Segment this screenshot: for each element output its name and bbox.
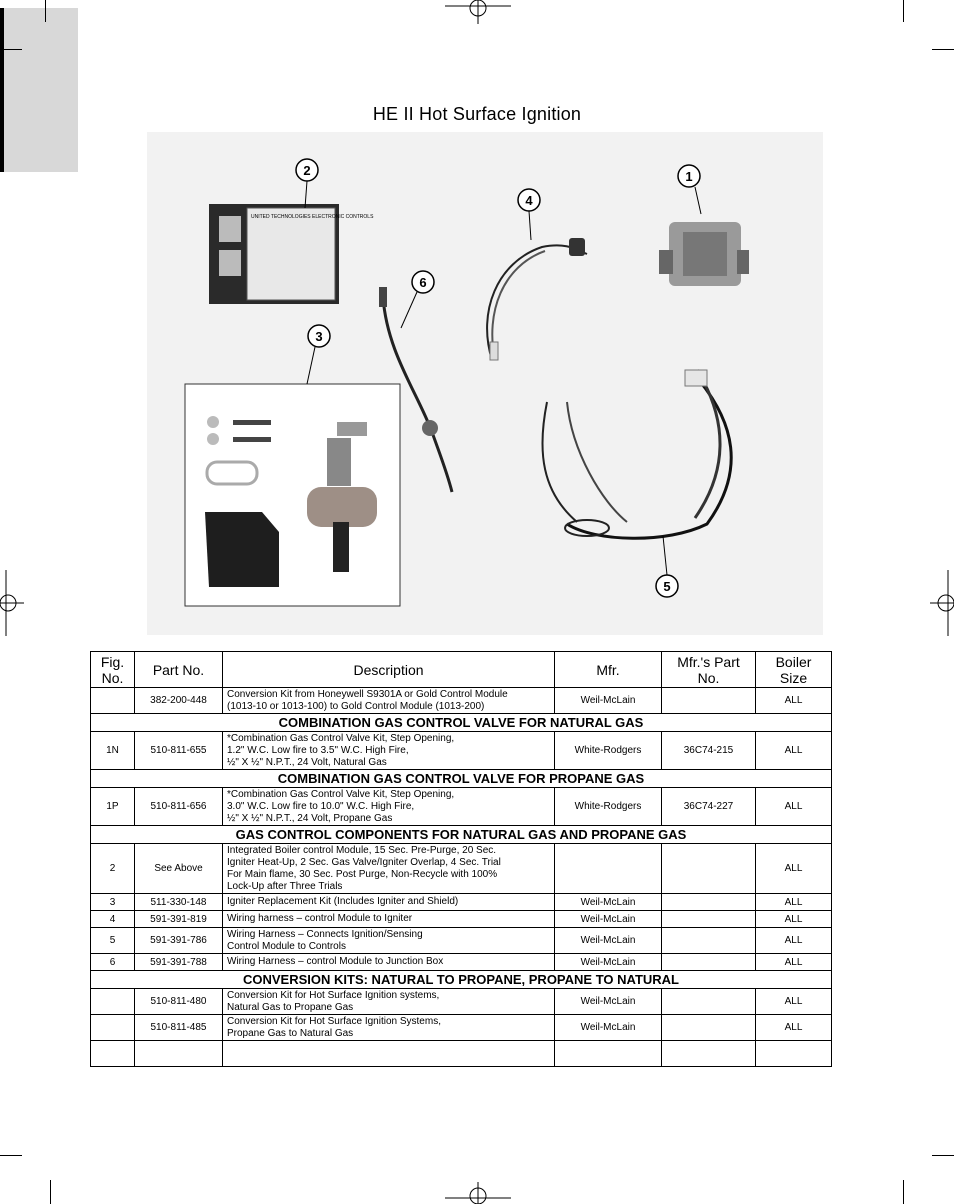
- part-no-cell: See Above: [135, 844, 223, 894]
- part-no-cell: 510-811-480: [135, 989, 223, 1015]
- description-cell: [223, 788, 555, 826]
- fig-no-cell: 1N: [91, 732, 135, 770]
- section-header-row: [91, 971, 832, 989]
- description-cell: [223, 844, 555, 894]
- parts-table: [90, 651, 832, 1067]
- description-cell: [223, 688, 555, 714]
- part-no-cell: 591-391-819: [135, 911, 223, 928]
- table-row: [91, 911, 832, 928]
- table-row: [91, 954, 832, 971]
- description-cell: [223, 989, 555, 1015]
- crop-mark: [932, 49, 954, 50]
- registration-mark: [445, 1182, 511, 1204]
- table-row: [91, 928, 832, 954]
- mfr-part-no-cell: [662, 989, 756, 1015]
- mfr-cell: Weil-McLain: [555, 989, 662, 1015]
- module-label: UNITED TECHNOLOGIES ELECTRONIC CONTROLS: [251, 214, 374, 220]
- page-title: HE II Hot Surface Ignition: [372, 104, 582, 124]
- part-no-cell: 382-200-448: [135, 688, 223, 714]
- description-cell: [223, 928, 555, 954]
- table-row: [91, 788, 832, 826]
- table-row: [91, 688, 832, 714]
- section-title: COMBINATION GAS CONTROL VALVE FOR PROPANE GAS: [91, 770, 832, 788]
- crop-mark: [45, 0, 46, 22]
- description-line: Igniter Replacement Kit (Includes Igniter and Shield): [227, 896, 459, 907]
- boiler-size-cell: ALL: [756, 732, 832, 770]
- section-header-row: [91, 826, 832, 844]
- gas-valve-image: [659, 222, 749, 286]
- mfr-cell: Weil-McLain: [555, 954, 662, 971]
- table-row: [91, 732, 832, 770]
- boiler-size-cell: ALL: [756, 989, 832, 1015]
- header-mfr-part-no: Mfr.'s Part No.: [662, 652, 756, 688]
- description-cell: [223, 894, 555, 911]
- mfr-part-no-cell: 36C74-215: [662, 732, 756, 770]
- section-title: CONVERSION KITS: NATURAL TO PROPANE, PROPANE TO NATURAL: [91, 971, 832, 989]
- description-line: Wiring Harness – control Module to Junction Box: [227, 956, 444, 967]
- part-no-cell: 510-811-485: [135, 1015, 223, 1041]
- mfr-cell: Weil-McLain: [555, 688, 662, 714]
- svg-text:4: 4: [525, 193, 533, 208]
- description-cell: [223, 1015, 555, 1041]
- mfr-part-no-cell: [662, 844, 756, 894]
- svg-text:6: 6: [419, 275, 427, 290]
- description-line: Conversion Kit from Honeywell S9301A or Gold Control Module: [227, 688, 508, 700]
- description-line: Propane Gas to Natural Gas: [227, 1027, 354, 1039]
- table-row: [91, 844, 832, 894]
- boiler-size-cell: ALL: [756, 844, 832, 894]
- section-header-row: [91, 714, 832, 732]
- mfr-part-no-cell: [662, 954, 756, 971]
- part-no-cell: 511-330-148: [135, 894, 223, 911]
- mfr-cell: White-Rodgers: [555, 732, 662, 770]
- boiler-size-cell: ALL: [756, 788, 832, 826]
- description-line: (1013-10 or 1013-100) to Gold Control Module (1013-200): [227, 700, 485, 712]
- table-row: [91, 1041, 832, 1067]
- parts-table-body: [91, 688, 832, 1067]
- registration-mark: [0, 570, 24, 636]
- boiler-size-cell: ALL: [756, 911, 832, 928]
- part-no-cell: [135, 1041, 223, 1067]
- section-title: GAS CONTROL COMPONENTS FOR NATURAL GAS AND PROPANE GAS: [91, 826, 832, 844]
- mfr-cell: [555, 844, 662, 894]
- fig-no-cell: [91, 989, 135, 1015]
- description-line: *Combination Gas Control Valve Kit, Step Opening,: [227, 732, 455, 744]
- description-cell: [223, 954, 555, 971]
- mfr-cell: Weil-McLain: [555, 911, 662, 928]
- svg-text:1: 1: [685, 169, 693, 184]
- mfr-part-no-cell: [662, 911, 756, 928]
- description-line: 3.0" W.C. Low fire to 10.0" W.C. High Fire,: [227, 800, 415, 812]
- description-line: Wiring Harness – Connects Ignition/Sensing: [227, 928, 423, 940]
- registration-mark: [930, 570, 954, 636]
- fig-no-cell: 4: [91, 911, 135, 928]
- description-cell: [223, 1041, 555, 1067]
- part-no-cell: 591-391-788: [135, 954, 223, 971]
- mfr-part-no-cell: [662, 928, 756, 954]
- mfr-part-no-cell: [662, 1015, 756, 1041]
- mfr-cell: Weil-McLain: [555, 928, 662, 954]
- fig-no-cell: [91, 1015, 135, 1041]
- boiler-size-cell: ALL: [756, 928, 832, 954]
- crop-mark: [0, 49, 22, 50]
- description-line: Natural Gas to Propane Gas: [227, 1001, 354, 1013]
- header-mfr: Mfr.: [555, 652, 662, 688]
- mfr-cell: Weil-McLain: [555, 894, 662, 911]
- description-cell: [223, 911, 555, 928]
- description-line: ½" X ½" N.P.T., 24 Volt, Natural Gas: [227, 756, 387, 768]
- boiler-size-cell: ALL: [756, 688, 832, 714]
- section-header-row: [91, 770, 832, 788]
- crop-mark: [932, 1155, 954, 1156]
- description-line: Conversion Kit for Hot Surface Ignition systems,: [227, 989, 440, 1001]
- description-line: Wiring harness – control Module to Igniter: [227, 913, 413, 924]
- table-row: [91, 989, 832, 1015]
- part-no-cell: 510-811-655: [135, 732, 223, 770]
- crop-mark: [903, 0, 904, 22]
- mfr-cell: White-Rodgers: [555, 788, 662, 826]
- crop-mark: [903, 1180, 904, 1204]
- fig-no-cell: 6: [91, 954, 135, 971]
- mfr-part-no-cell: [662, 894, 756, 911]
- description-cell: [223, 732, 555, 770]
- description-line: *Combination Gas Control Valve Kit, Step Opening,: [227, 788, 455, 800]
- description-line: ½" X ½" N.P.T., 24 Volt, Propane Gas: [227, 812, 393, 824]
- mfr-cell: [555, 1041, 662, 1067]
- header-fig-no: Fig. No.: [91, 652, 135, 688]
- registration-mark: [445, 0, 511, 24]
- callout-1: [678, 165, 701, 214]
- fig-no-cell: 5: [91, 928, 135, 954]
- mfr-part-no-cell: [662, 688, 756, 714]
- description-line: For Main flame, 30 Sec. Post Purge, Non-Recycle with 100%: [227, 868, 498, 880]
- mfr-part-no-cell: 36C74-227: [662, 788, 756, 826]
- crop-mark: [50, 1180, 51, 1204]
- description-line: Control Module to Controls: [227, 940, 346, 952]
- fig-no-cell: 3: [91, 894, 135, 911]
- description-line: 1.2" W.C. Low fire to 3.5" W.C. High Fire,: [227, 744, 409, 756]
- section-title: COMBINATION GAS CONTROL VALVE FOR NATURAL GAS: [91, 714, 832, 732]
- mfr-cell: Weil-McLain: [555, 1015, 662, 1041]
- fig-no-cell: 2: [91, 844, 135, 894]
- description-line: Igniter Heat-Up, 2 Sec. Gas Valve/Igniter Overlap, 4 Sec. Trial: [227, 856, 501, 868]
- description-line: Lock-Up after Three Trials: [227, 880, 343, 892]
- fig-no-cell: [91, 688, 135, 714]
- boiler-size-cell: ALL: [756, 954, 832, 971]
- callout-6: [401, 271, 434, 328]
- svg-text:2: 2: [303, 163, 311, 178]
- part-no-cell: 510-811-656: [135, 788, 223, 826]
- header-boiler-size: Boiler Size: [756, 652, 832, 688]
- callout-2: [296, 159, 318, 208]
- section-tab-strip: [0, 8, 78, 172]
- boiler-size-cell: [756, 1041, 832, 1067]
- mfr-part-no-cell: [662, 1041, 756, 1067]
- control-module-image: [209, 204, 374, 304]
- header-part-no: Part No.: [135, 652, 223, 688]
- table-row: [91, 894, 832, 911]
- crop-mark: [0, 1155, 22, 1156]
- parts-photo: [147, 132, 823, 635]
- part-no-cell: 591-391-786: [135, 928, 223, 954]
- callout-3: [307, 325, 330, 384]
- header-description: Description: [223, 652, 555, 688]
- svg-text:5: 5: [663, 579, 671, 594]
- description-line: Conversion Kit for Hot Surface Ignition Systems,: [227, 1015, 441, 1027]
- fig-no-cell: 1P: [91, 788, 135, 826]
- boiler-size-cell: ALL: [756, 1015, 832, 1041]
- fig-no-cell: [91, 1041, 135, 1067]
- callout-5: [656, 536, 678, 597]
- table-row: [91, 1015, 832, 1041]
- description-line: Integrated Boiler control Module, 15 Sec. Pre-Purge, 20 Sec.: [227, 844, 497, 856]
- boiler-size-cell: ALL: [756, 894, 832, 911]
- svg-text:3: 3: [315, 329, 323, 344]
- callout-4: [518, 189, 540, 240]
- table-header-row: [91, 652, 832, 688]
